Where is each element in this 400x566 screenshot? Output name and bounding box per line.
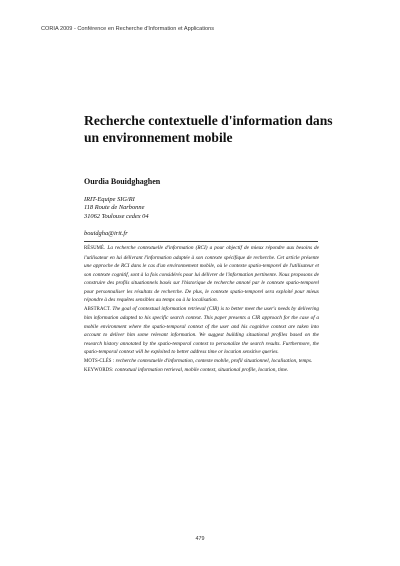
paper-title bbox=[84, 112, 354, 146]
abstract-text: The goal of contextual information retrieval (CIR) is to better meet the user's needs by delivering him information adapted to his specific search context. This paper presents a CIR approach for the case of a mobile environment where the spatio-temporal context of the user and his cognitive context are taken into account to deliver him some relevant information. We suggest building situational profiles based on the research history annotated by the spatio-temporal context to personalize the search results. Furthermore, the spatio-temporal context will be exploited to better address time or location sensitive queries. bbox=[84, 305, 319, 355]
running-header: CORIA 2009 - Conférence en Recherche d'Information et Applications bbox=[41, 26, 215, 32]
motscles-text: recherche contextuelle d'information, contexte mobile, profil situationnel, localisation, temps. bbox=[115, 357, 313, 364]
author-email[interactable]: bouidgha@irit.fr bbox=[84, 230, 128, 237]
keywords-label: KEYWORDS: bbox=[84, 368, 114, 373]
resume-paragraph bbox=[84, 244, 319, 305]
page-number: 479 bbox=[195, 536, 205, 542]
abstract-paragraph bbox=[84, 305, 319, 357]
affiliation bbox=[84, 196, 149, 221]
motscles-label: MOTS-CLÉS : bbox=[84, 358, 115, 364]
motscles-paragraph bbox=[84, 357, 319, 367]
title-line: Recherche contextuelle d'information dans bbox=[84, 113, 333, 128]
affiliation-line: 118 Route de Narbonne bbox=[84, 204, 145, 212]
resume-label: RÉSUMÉ. bbox=[84, 246, 106, 251]
title-line: un environnement mobile bbox=[84, 130, 233, 145]
divider bbox=[84, 241, 318, 242]
resume-text: La recherche contextuelle d'information (RCI) a pour objectif de mieux répondre aux besoins de l'utilisateur en lui délivrant l'information adaptée à son contexte spécifique de recherche. Cet article présente une approche de RCI dans le cas d'un environnement mobile, où le contexte spatio-temporel de l'utilisateur et son contexte cognitif, sont à la fois considérés pour lui délivrer de l'information pertinente. Nous proposons de construire des profils situationnels basés sur l'historique de recherche annoté par le contexte spatio-temporel pour personnaliser les résultats de recherche. De plus, le contexte spatio-temporel sera exploité pour mieux répondre à des requêtes sensibles au temps ou à la localisation. bbox=[84, 245, 319, 303]
affiliation-line: IRIT-Equipe SIG/RI bbox=[84, 196, 135, 203]
abstract-label: ABSTRACT. bbox=[84, 306, 111, 312]
keywords-text: contextual information retrieval, mobile context, situational profile, location, time. bbox=[114, 367, 289, 373]
author-name: Ourdia Bouidghaghen bbox=[84, 177, 161, 186]
affiliation-line: 31062 Toulouse cedex 04 bbox=[84, 212, 149, 220]
abstract-block bbox=[84, 244, 319, 376]
keywords-paragraph bbox=[84, 366, 319, 376]
